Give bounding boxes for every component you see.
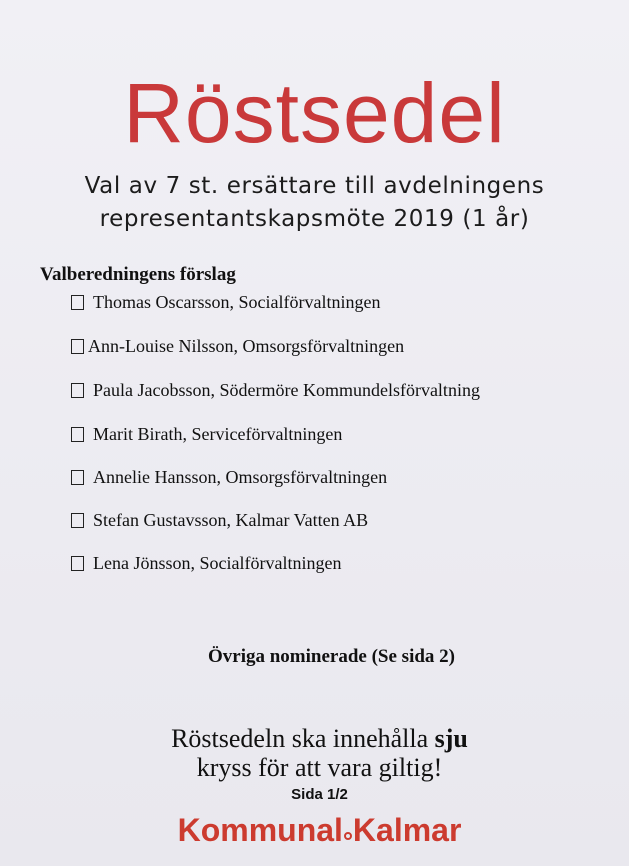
candidate-name: Annelie Hansson, Omsorgsförvaltningen — [93, 467, 388, 487]
candidate-row[interactable] — [71, 334, 404, 358]
subtitle-line-2: representantskapsmöte 2019 (1 år) — [99, 206, 530, 232]
kommunal-kalmar-logo — [0, 810, 629, 850]
logo-text-right: Kalmar — [352, 812, 462, 848]
ballot-subtitle — [0, 170, 629, 236]
candidate-row[interactable] — [71, 508, 368, 532]
candidate-name: Thomas Oscarsson, Socialförvaltningen — [93, 292, 381, 312]
section-title: Valberedningens förslag — [40, 264, 236, 285]
ballot-title: Röstsedel — [123, 66, 506, 160]
candidate-row[interactable] — [71, 378, 480, 402]
vote-checkbox[interactable] — [71, 339, 84, 354]
logo-text-left: Kommunal — [177, 812, 343, 848]
notice-line-1 — [10, 724, 629, 753]
vote-checkbox[interactable] — [71, 470, 84, 485]
vote-checkbox[interactable] — [71, 556, 84, 571]
page-number: Sida 1/2 — [291, 786, 348, 803]
vote-checkbox[interactable] — [71, 513, 84, 528]
notice-emphasis: sju — [434, 724, 468, 753]
notice-text: Röstsedeln ska innehålla — [171, 724, 435, 753]
candidate-name: Paula Jacobsson, Södermöre Kommundelsförvaltning — [93, 380, 480, 400]
vote-checkbox[interactable] — [71, 295, 84, 310]
candidate-row[interactable] — [71, 465, 387, 489]
subtitle-line-1: Val av 7 st. ersättare till avdelningens — [84, 173, 545, 199]
candidate-name: Ann-Louise Nilsson, Omsorgsförvaltningen — [88, 336, 405, 356]
candidate-name: Stefan Gustavsson, Kalmar Vatten AB — [93, 510, 369, 530]
validity-notice — [0, 724, 629, 782]
vote-checkbox[interactable] — [71, 427, 84, 442]
candidate-row[interactable] — [71, 422, 342, 446]
candidate-name: Marit Birath, Serviceförvaltningen — [93, 424, 343, 444]
logo-dot-icon — [344, 832, 352, 840]
vote-checkbox[interactable] — [71, 383, 84, 398]
candidate-row[interactable] — [71, 290, 380, 314]
notice-line-2: kryss för att vara giltig! — [196, 753, 443, 782]
other-nominees-note: Övriga nominerade (Se sida 2) — [208, 646, 455, 667]
candidate-name: Lena Jönsson, Socialförvaltningen — [93, 553, 342, 573]
candidate-row[interactable] — [71, 551, 341, 575]
